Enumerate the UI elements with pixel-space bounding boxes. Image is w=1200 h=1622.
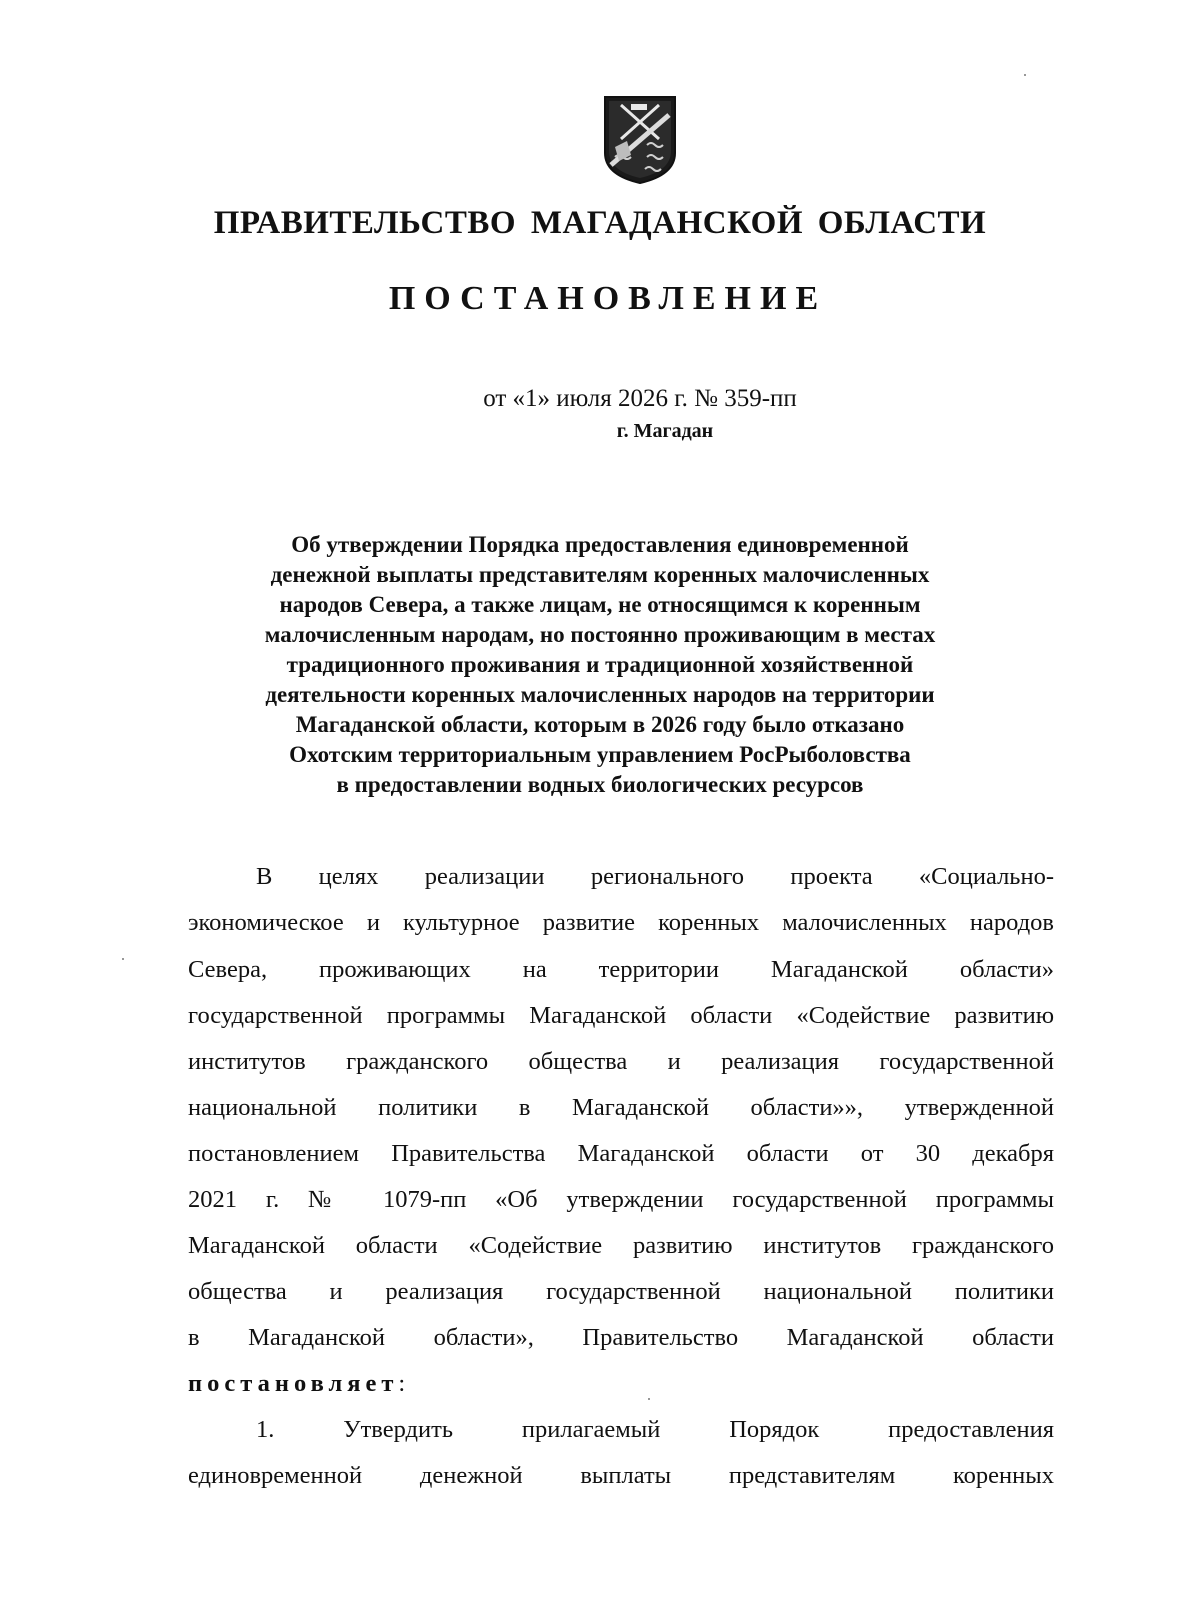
body-line: институтов гражданского общества и реализация государственной [188,1048,1054,1075]
document-subject [160,530,1040,800]
body-line: В целях реализации регионального проекта «Социально- [256,863,1054,890]
subject-line: Магаданской области, которым в 2026 году было отказано [295,712,905,737]
scan-speck [122,958,124,960]
item-1-line: 1. Утвердить прилагаемый Порядок предоставления [256,1416,1054,1443]
body-line: в Магаданской области», Правительство Магаданской области [188,1324,1054,1351]
body-line: 2021 г. № 1079-пп «Об утверждении государственной программы [188,1186,1054,1213]
body-line: Магаданской области «Содействие развитию институтов гражданского [188,1232,1054,1259]
subject-line: Охотским территориальным управлением РосРыболовства [289,742,911,767]
body-line: общества и реализация государственной национальной политики [188,1278,1054,1305]
subject-line: малочисленным народам, но постоянно проживающим в местах [264,622,936,647]
subject-line: традиционного проживания и традиционной хозяйственной [286,652,914,677]
subject-line: деятельности коренных малочисленных народов на территории [265,682,935,707]
magadan-coat-of-arms-icon [603,95,677,185]
subject-line: народов Севера, а также лицам, не относящимся к коренным [279,592,921,617]
item-1-line: единовременной денежной выплаты представителям коренных [188,1462,1054,1489]
scan-speck [648,1398,650,1400]
subject-line: в предоставлении водных биологических ресурсов [336,772,864,797]
body-line: постановлением Правительства Магаданской области от 30 декабря [188,1140,1054,1167]
subject-line: денежной выплаты представителям коренных малочисленных [270,562,930,587]
organization-title: ПРАВИТЕЛЬСТВО МАГАДАНСКОЙ ОБЛАСТИ [213,205,987,241]
body-line: Севера, проживающих на территории Магаданской области» [188,956,1054,983]
resolves-colon: : [398,1370,406,1397]
body-line: экономическое и культурное развитие коренных малочисленных народов [188,909,1054,936]
body-line: национальной политики в Магаданской области»», утвержденной [188,1094,1054,1121]
document-city: г. Магадан [616,420,714,442]
resolves-line [188,1369,1054,1399]
document-type: ПОСТАНОВЛЕНИЕ [388,280,828,317]
resolves-word: постановляет [188,1370,399,1397]
body-line: государственной программы Магаданской области «Содействие развитию [188,1002,1054,1029]
scan-speck [1024,74,1026,76]
document-date-number: от «1» июля 2026 г. № 359-пп [483,385,797,412]
subject-line: Об утверждении Порядка предоставления единовременной [291,532,909,557]
